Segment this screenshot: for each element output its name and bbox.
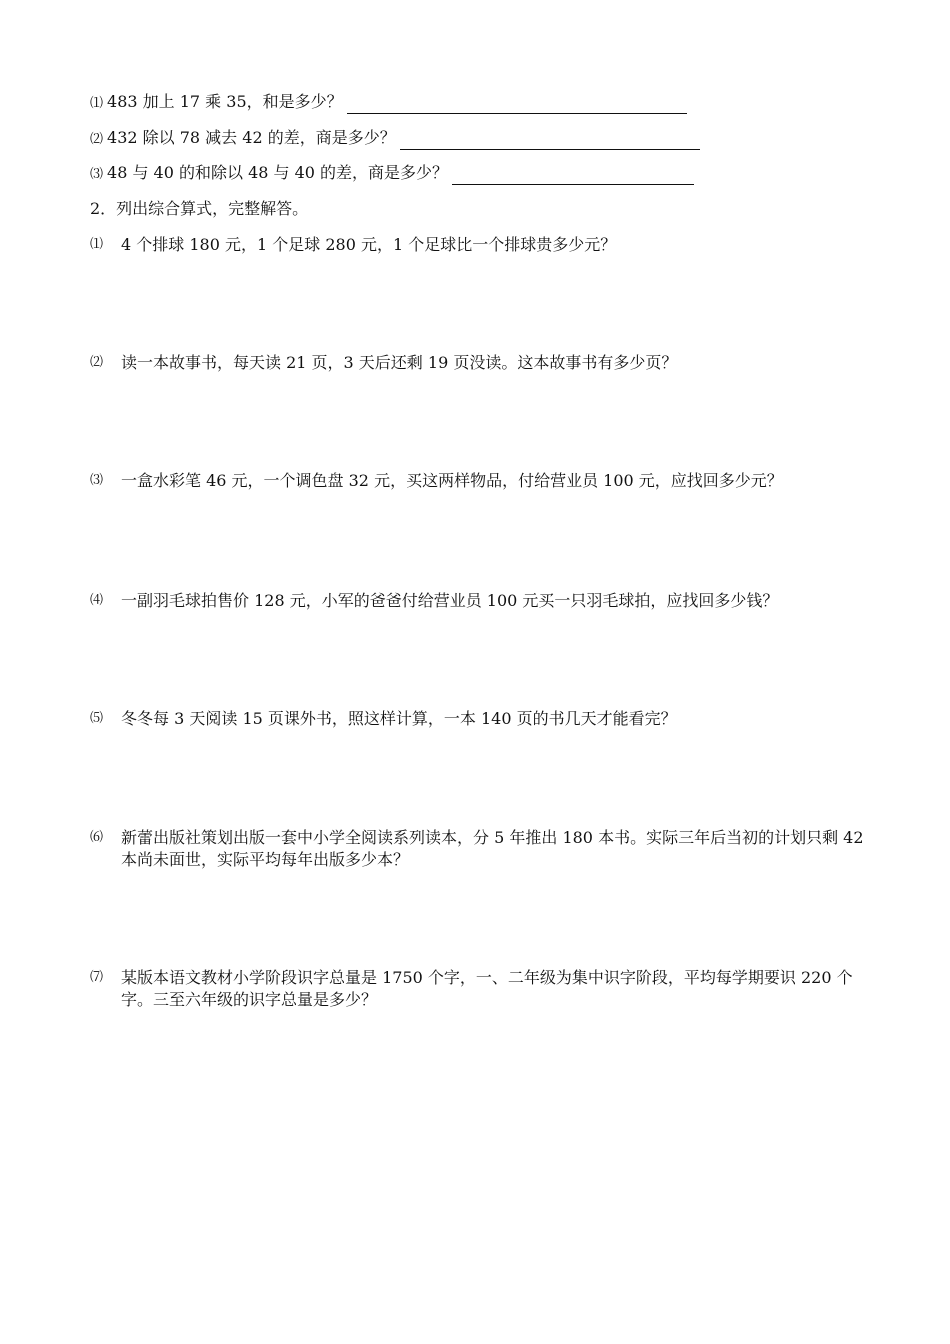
problem-number: ⑷ [90, 593, 104, 608]
problem-text: 读一本故事书，每天读 21 页，3 天后还剩 19 页没读。这本故事书有多少页？ [121, 353, 678, 372]
item-text: 483 加上 17 乘 35，和是多少？ [107, 92, 343, 111]
problem-text: 一副羽毛球拍售价 128 元，小军的爸爸付给营业员 100 元买一只羽毛球拍，应找回多少钱？ [121, 591, 779, 610]
problem-number: ⑵ [90, 355, 104, 370]
section-heading: 2．列出综合算式，完整解答。 [90, 199, 309, 218]
fill-item-3 [90, 163, 694, 185]
problem-number: ⑶ [90, 473, 104, 488]
item-text: 432 除以 78 减去 42 的差，商是多少？ [107, 128, 396, 147]
answer-blank[interactable] [400, 133, 700, 150]
fill-item-2 [90, 128, 700, 150]
problem-text: 一盒水彩笔 46 元，一个调色盘 32 元，买这两样物品，付给营业员 100 元，应找回多少元？ [121, 471, 783, 490]
item-text: 48 与 40 的和除以 48 与 40 的差，商是多少？ [107, 163, 449, 182]
problem-3 [90, 470, 880, 492]
answer-blank[interactable] [452, 168, 694, 185]
problem-4 [90, 590, 880, 612]
problem-text: 4 个排球 180 元，1 个足球 280 元，1 个足球比一个排球贵多少元？ [121, 235, 617, 254]
fill-item-1 [90, 92, 687, 114]
problem-5 [90, 708, 880, 730]
problem-2 [90, 352, 880, 374]
problem-text: 冬冬每 3 天阅读 15 页课外书，照这样计算，一本 140 页的书几天才能看完？ [121, 709, 677, 728]
problem-7 [90, 967, 880, 1011]
item-number: ⑶ [90, 167, 104, 182]
problem-number: ⑹ [90, 830, 104, 845]
item-number: ⑵ [90, 132, 104, 147]
problem-1 [90, 234, 880, 256]
item-number: ⑴ [90, 96, 104, 111]
problem-text: 某版本语文教材小学阶段识字总量是 1750 个字，一、二年级为集中识字阶段，平均每学期要识 220 个字。三至六年级的识字总量是多少？ [121, 968, 853, 1009]
problem-6 [90, 827, 880, 871]
problem-number: ⑸ [90, 711, 104, 726]
problem-number: ⑺ [90, 970, 104, 985]
problem-number: ⑴ [90, 237, 104, 252]
answer-blank[interactable] [347, 97, 687, 114]
problem-text: 新蕾出版社策划出版一套中小学全阅读系列读本，分 5 年推出 180 本书。实际三年后当初的计划只剩 42 本尚未面世，实际平均每年出版多少本？ [121, 828, 864, 869]
